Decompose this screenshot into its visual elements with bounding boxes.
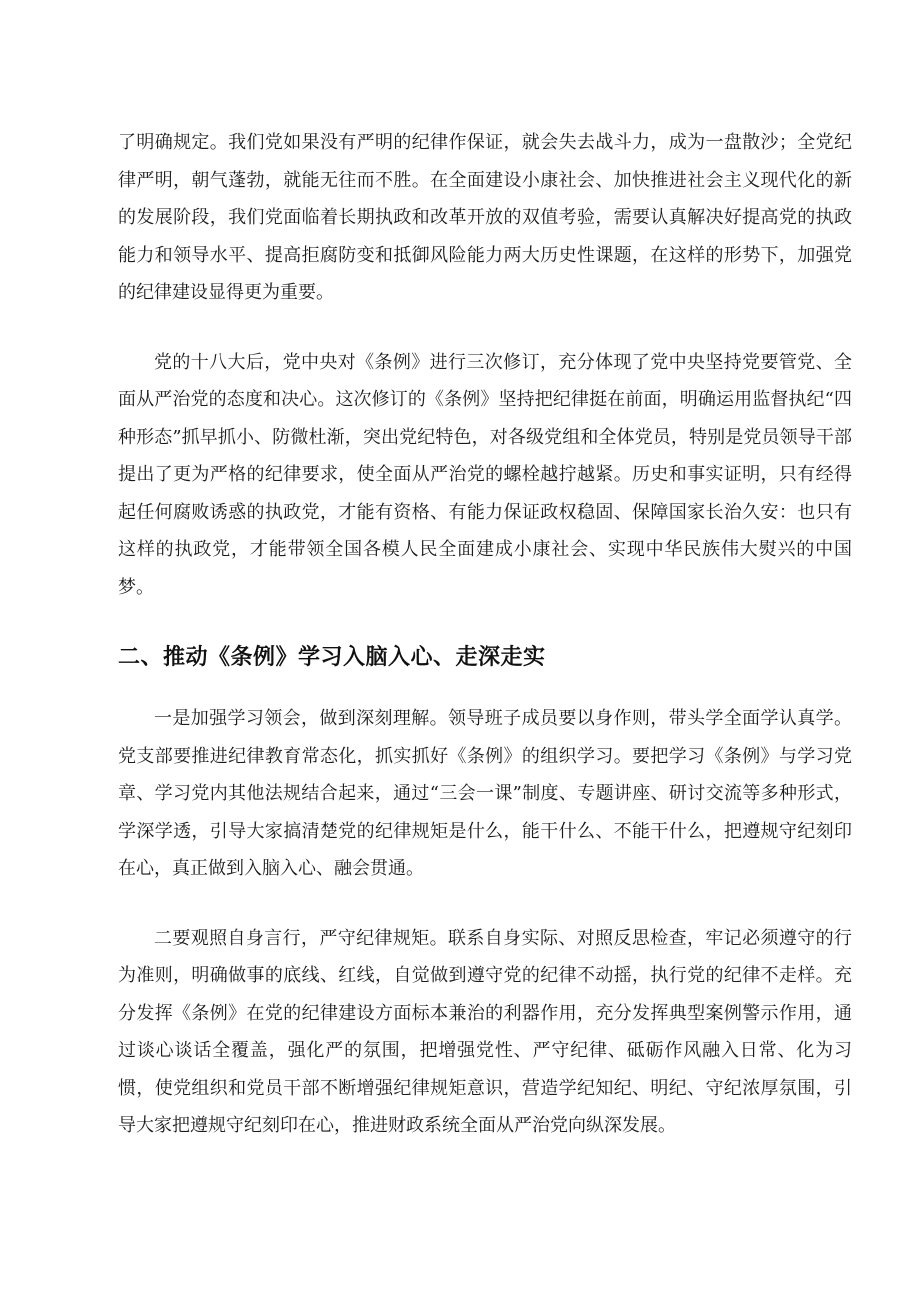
paragraph-study: 一是加强学习领会，做到深刻理解。领导班子成员要以身作则，带头学全面学认真学。党支部要推进纪律教育常态化，抓实抓好《条例》的组织学习。要把学习《条例》与学习党章、学习党内其他法规结合起来，通过“三会一课”制度、专题讲座、研讨交流等多种形式，学深学透，引导大家搞清楚党的纪律规矩是什么，能干什么、不能干什么，把遵规守纪刻印在心，真正做到入脑入心、融会贯通。 xyxy=(118,708,852,879)
document-body xyxy=(118,124,852,1145)
paragraph-revision: 党的十八大后，党中央对《条例》进行三次修订，充分体现了党中央坚持党要管党、全面从严治党的态度和决心。这次修订的《条例》坚持把纪律挺在前面，明确运用监督执纪“四种形态”抓早抓小、防微杜渐，突出党纪特色，对各级党组和全体党员，特别是党员领导干部提出了更为严格的纪律要求，使全面从严治党的螺栓越拧越紧。历史和事实证明，只有经得起任何腐败诱惑的执政党，才能有资格、有能力保证政权稳固、保障国家长治久安：也只有这样的执政党，才能带领全国各模人民全面建成小康社会、实现中华民族伟大熨兴的中国梦。 xyxy=(118,351,852,598)
paragraph-continued: 了明确规定。我们党如果没有严明的纪律作保证，就会失去战斗力，成为一盘散沙；全党纪律严明，朝气蓬勃，就能无往而不胜。在全面建设小康社会、加快推进社会主义现代化的新的发展阶段，我们党面临着长期执政和改革开放的双值考验，需要认真解决好提高党的执政能力和领导水平、提高拒腐防变和抵御风险能力两大历史性课题，在这样的形势下，加强党的纪律建设显得更为重要。 xyxy=(118,132,852,303)
section-heading: 二、推动《条例》学习入脑入心、走深走实 xyxy=(118,645,546,670)
paragraph-discipline: 二要观照自身言行，严守纪律规矩。联系自身实际、对照反思检查，牢记必须遵守的行为准则，明确做事的底线、红线，自觉做到遵守党的纪律不动摇，执行党的纪律不走样。充分发挥《条例》在党的纪律建设方面标本兼治的利器作用，充分发挥典型案例警示作用，通过谈心谈话全覆盖，强化严的氛围，把增强党性、严守纪律、砥砺作风融入日常、化为习惯，使党组织和党员干部不断增强纪律规矩意识，营造学纪知纪、明纪、守纪浓厚氛围，引导大家把遵规守纪刻印在心，推进财政系统全面从严治党向纵深发展。 xyxy=(118,927,852,1136)
